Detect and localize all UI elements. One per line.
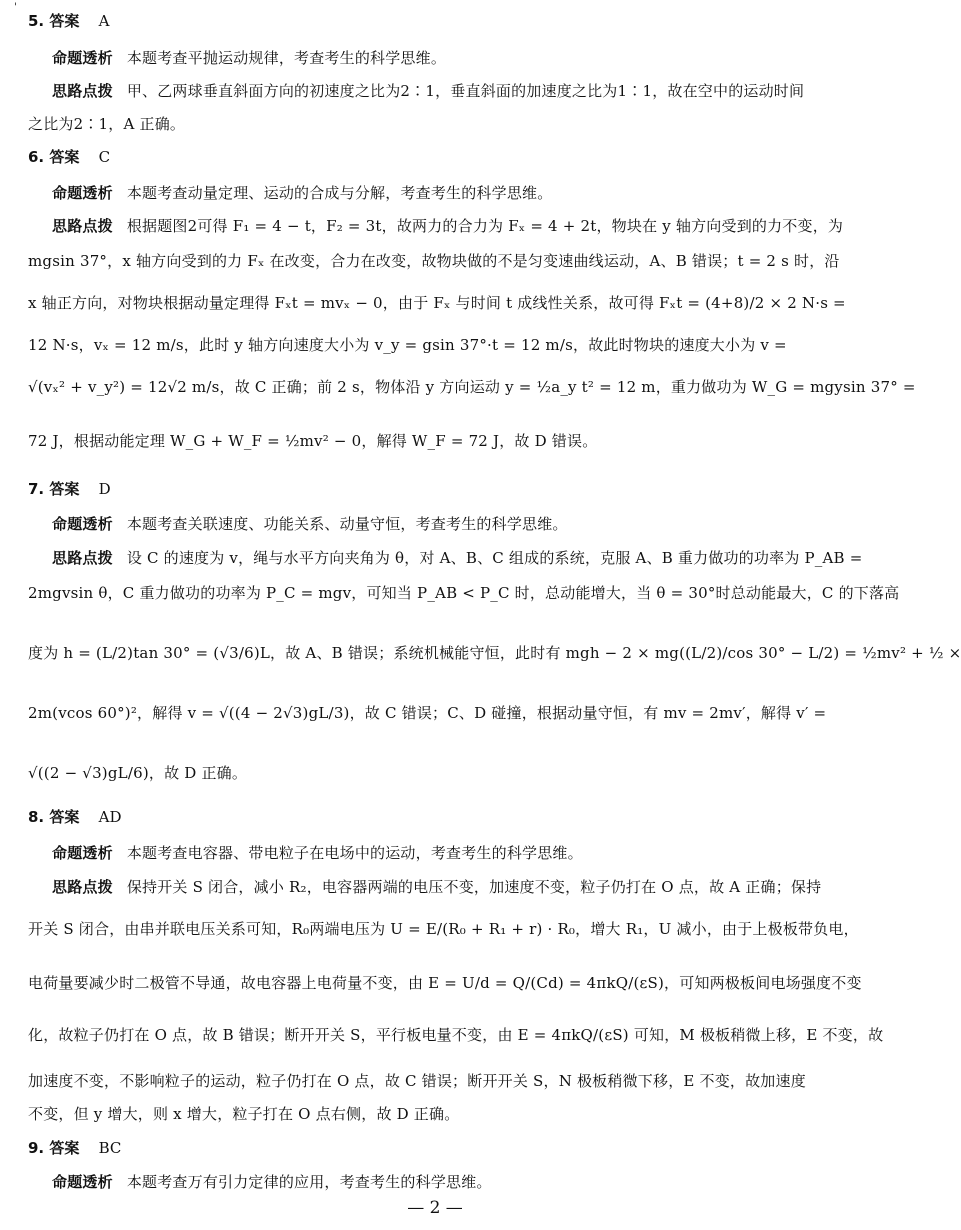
q6-hint-text: √(vₓ² + v_y²) = 12√2 m/s，故 C 正确；前 2 s，物体沿 y 方向运动 y = ½a_y t² = 12 m，重力做功为 W_G = mgysin 37° = (28, 378, 916, 396)
q7-hint-text: 设 C 的速度为 v，绳与水平方向夹角为 θ，对 A、B、C 组成的系统，克服 A、B 重力做功的功率为 P_AB = (126, 549, 863, 567)
q8-hint-text: 电荷量要减少时二极管不导通，故电容器上电荷量不变，由 E = U/d = Q/(Cd) = 4πkQ/(εS)，可知两极板间电场强度不变 (28, 974, 862, 992)
hint-label: 思路点拨 (52, 549, 113, 567)
q6-hint-text: 12 N·s，vₓ = 12 m/s，此时 y 轴方向速度大小为 v_y = gsin 37°·t = 12 m/s，故此时物块的速度大小为 v = (28, 336, 787, 354)
q6-intent (52, 182, 844, 203)
q7-hint-line (52, 547, 863, 568)
q5-hint-line (52, 80, 844, 101)
q7-header (28, 478, 111, 499)
answer-label: 答案 (49, 148, 80, 166)
intent-label: 命题透析 (52, 49, 113, 67)
intent-label: 命题透析 (52, 184, 113, 202)
q6-hint-text: x 轴正方向，对物块根据动量定理得 Fₓt = mvₓ − 0，由于 Fₓ 与时间 t 成线性关系，故可得 Fₓt = (4+8)/2 × 2 N·s = (28, 294, 846, 312)
q6-hint-text: 72 J，根据动能定理 W_G + W_F = ½mv² − 0，解得 W_F = 72 J，故 D 错误。 (28, 432, 598, 450)
q8-hint-text: 开关 S 闭合，由串并联电压关系可知，R₀两端电压为 U = E/(R₀ + R₁ + r) · R₀，增大 R₁，U 减小，由于上极板带负电， (28, 920, 859, 938)
q9-answer: BC (98, 1139, 122, 1157)
hint-label: 思路点拨 (52, 878, 113, 896)
q8-hint-line (52, 876, 844, 897)
corner-mark: ' (14, 2, 17, 13)
q5-hint-text: 之比为2∶1，A 正确。 (28, 115, 186, 133)
q6-intent-text: 本题考查动量定理、运动的合成与分解，考查考生的科学思维。 (126, 184, 553, 202)
intent-label: 命题透析 (52, 1173, 113, 1191)
q6-header (28, 146, 110, 167)
q7-answer: D (98, 480, 111, 498)
q8-hint-text: 不变，但 y 增大，则 x 增大，粒子打在 O 点右侧，故 D 正确。 (28, 1105, 460, 1123)
q9-intent (52, 1171, 844, 1192)
q6-hint-text: mgsin 37°，x 轴方向受到的力 Fₓ 在改变，合力在改变，故物块做的不是匀变速曲线运动，A、B 错误；t = 2 s 时，沿 (28, 252, 840, 270)
q8-intent-text: 本题考查电容器、带电粒子在电场中的运动，考查考生的科学思维。 (126, 844, 583, 862)
answer-label: 答案 (49, 480, 80, 498)
hint-label: 思路点拨 (52, 217, 113, 235)
q5-number: 5. (28, 12, 45, 30)
intent-label: 命题透析 (52, 844, 113, 862)
q8-number: 8. (28, 808, 45, 826)
q6-hint-text: 根据题图2可得 F₁ = 4 − t，F₂ = 3t，故两力的合力为 Fₓ = 4 + 2t，物块在 y 轴方向受到的力不变，为 (126, 217, 844, 235)
q9-intent-text: 本题考查万有引力定律的应用，考查考生的科学思维。 (126, 1173, 492, 1191)
q8-hint-text: 加速度不变，不影响粒子的运动，粒子仍打在 O 点，故 C 错误；断开开关 S，N 极板稍微下移，E 不变，故加速度 (28, 1072, 806, 1090)
q6-number: 6. (28, 148, 45, 166)
answer-label: 答案 (49, 1139, 80, 1157)
q8-hint-text: 保持开关 S 闭合，减小 R₂，电容器两端的电压不变，加速度不变，粒子仍打在 O 点，故 A 正确；保持 (126, 878, 822, 896)
q7-hint-text: 度为 h = (L/2)tan 30° = (√3/6)L，故 A、B 错误；系统机械能守恒，此时有 mgh − 2 × mg((L/2)/cos 30° − L/2) = ½mv² + ½ × (28, 644, 961, 662)
q8-intent (52, 842, 844, 863)
q8-hint-text: 化，故粒子仍打在 O 点，故 B 错误；断开开关 S，平行板电量不变，由 E = 4πkQ/(εS) 可知，M 极板稍微上移，E 不变，故 (28, 1026, 884, 1044)
q8-header (28, 806, 121, 827)
hint-label: 思路点拨 (52, 82, 113, 100)
intent-label: 命题透析 (52, 515, 113, 533)
q9-header (28, 1137, 121, 1158)
page-number: — 2 — (407, 1198, 463, 1218)
q5-answer: A (98, 12, 110, 30)
q5-intent-text: 本题考查平抛运动规律，考查考生的科学思维。 (126, 49, 447, 67)
q8-answer: AD (98, 808, 122, 826)
q7-hint-text: 2m(vcos 60°)²，解得 v = √((4 − 2√3)gL/3)，故 C 错误；C、D 碰撞，根据动量守恒，有 mv = 2mv′，解得 v′ = (28, 704, 827, 722)
q7-intent-text: 本题考查关联速度、功能关系、动量守恒，考查考生的科学思维。 (126, 515, 568, 533)
q5-hint-text: 甲、乙两球垂直斜面方向的初速度之比为2∶1，垂直斜面的加速度之比为1∶1，故在空中的运动时间 (126, 82, 805, 100)
q5-intent (52, 47, 844, 68)
answer-label: 答案 (49, 12, 80, 30)
q9-number: 9. (28, 1139, 45, 1157)
q5-header (28, 10, 109, 31)
q7-hint-text: √((2 − √3)gL/6)，故 D 正确。 (28, 764, 248, 782)
answer-label: 答案 (49, 808, 80, 826)
q6-answer: C (98, 148, 111, 166)
q7-hint-text: 2mgvsin θ，C 重力做功的功率为 P_C = mgv，可知当 P_AB < P_C 时，总动能增大，当 θ = 30°时总动能最大，C 的下落高 (28, 584, 900, 602)
q7-intent (52, 513, 844, 534)
q7-number: 7. (28, 480, 45, 498)
q6-hint-line (52, 215, 844, 236)
